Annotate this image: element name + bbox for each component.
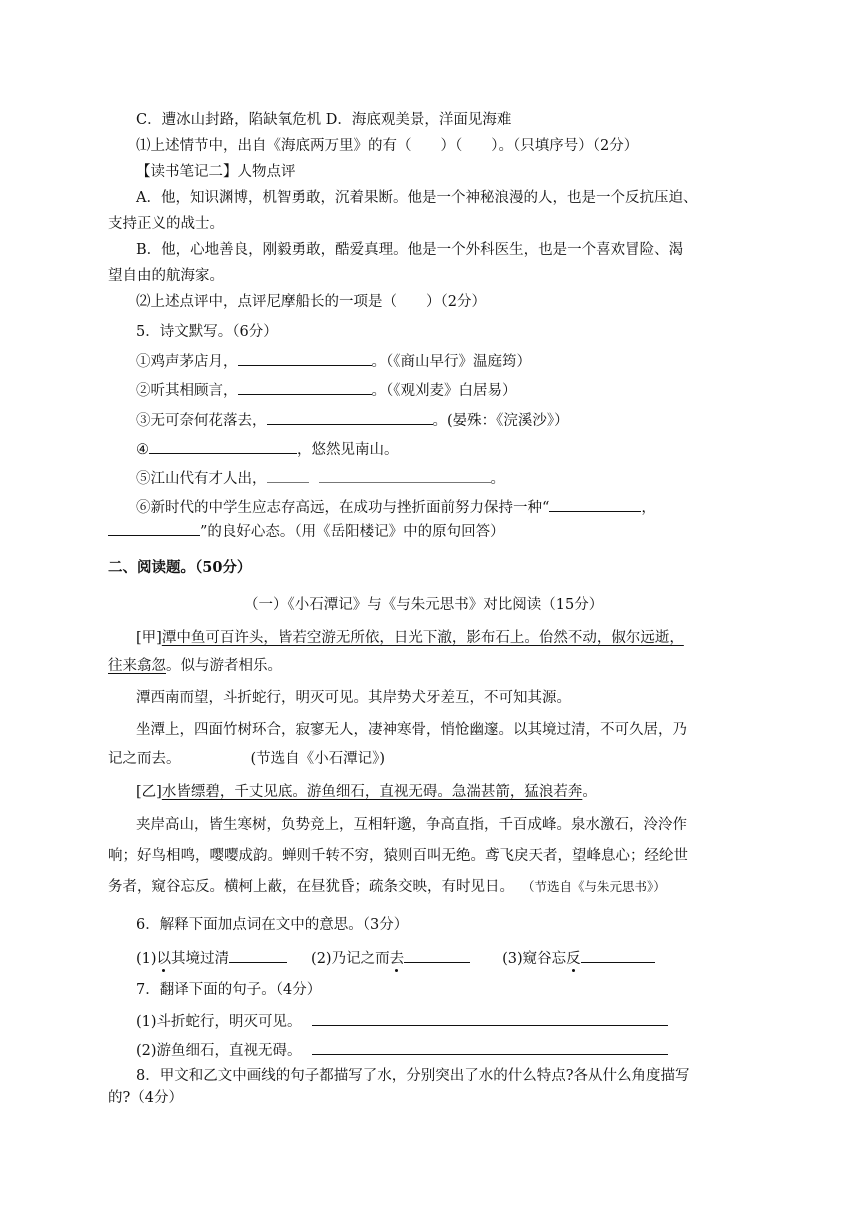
q6-item-3-dotted-word: 反	[566, 951, 581, 967]
passage-yi-para2-end: 务者，窥谷忘反。横柯上蔽，在昼犹昏；疏条交映，有时见日。	[108, 879, 514, 895]
passage-yi-label: [乙]	[136, 784, 162, 800]
passage-jia-para3-end: 记之而去。	[108, 751, 181, 767]
q7-sentence-1-text: (1)斗折蛇行，明灭可见。	[136, 1014, 302, 1030]
q5-item-5	[136, 468, 505, 489]
q5-item-1-prefix: ①鸡声茅店月，	[136, 354, 238, 370]
q4-option-b-line1: B．他，心地善良，刚毅勇敢，酷爱真理。他是一个外科医生，也是一个喜欢冒险、渴	[136, 242, 684, 258]
q6-title: 6．解释下面加点词在文中的意思。（3分）	[136, 917, 409, 933]
passage-yi-para2-line2: 响；好鸟相鸣，嘤嘤成韵。蝉则千转不穷，猿则百叫无绝。鸢飞戾天者，望峰息心；经纶世	[108, 848, 688, 864]
q4-sub2: ⑵上述点评中，点评尼摩船长的一项是（ ）（2分）	[136, 294, 486, 310]
passage-yi-para2-line1: 夹岸高山，皆生寒树，负势竞上，互相轩邈，争高直指，千百成峰。泉水激石，泠泠作	[136, 817, 687, 833]
passage-jia-source: (节选自《小石潭记》)	[250, 751, 386, 767]
q5-item-5-blank-b[interactable]	[319, 468, 491, 483]
q5-item-6-blank-a[interactable]	[549, 497, 641, 512]
q5-item-2-prefix: ②听其相顾言，	[136, 383, 238, 399]
q5-item-4-suffix: ，悠然见南山。	[297, 442, 399, 458]
q5-item-4-prefix: ④	[136, 442, 149, 458]
passage-jia-line2-rest: 。似与游者相乐。	[166, 658, 282, 674]
passage-yi-line1-end: 。	[582, 784, 597, 800]
q6-item-3-text: (3)窥谷忘	[502, 951, 567, 967]
q5-item-2-suffix: 。（《观刈麦》白居易）	[371, 383, 517, 399]
q6-item-2-text: (2)乃记之而	[311, 951, 390, 967]
q4-options-cd: C．遭冰山封路，陷缺氧危机 D．海底观美景，洋面见海难	[136, 112, 512, 128]
q7-sentence-2-text: (2)游鱼细石，直视无碍。	[136, 1043, 302, 1059]
q4-option-b-line2: 望自由的航海家。	[108, 268, 224, 284]
q6-item-1	[136, 951, 287, 967]
q6-item-2-blank[interactable]	[404, 948, 470, 963]
q8-line1: 8．甲文和乙文中画线的句子都描写了水，分别突出了水的什么特点?各从什么角度描写	[136, 1068, 690, 1084]
q5-item-4	[136, 439, 399, 460]
q5-item-6-blank-b[interactable]	[108, 521, 200, 536]
q5-item-6-line1	[136, 497, 656, 518]
q8-line2: 的?（4分）	[108, 1090, 183, 1106]
q7-title: 7．翻译下面的句子。（4分）	[136, 982, 322, 998]
q6-item-3-blank[interactable]	[581, 948, 655, 963]
passage-jia-label: [甲]	[136, 630, 162, 646]
passage-jia-underlined-1: 潭中鱼可百许头，皆若空游无所依，日光下澈，影布石上。佁然不动，俶尔远逝，	[161, 630, 684, 646]
q5-item-6-comma: ，	[641, 500, 656, 516]
q5-item-5-prefix: ⑤江山代有才人出，	[136, 471, 267, 487]
q4-option-a-line1: A．他，知识渊博，机智勇敢，沉着果断。他是一个神秘浪漫的人，也是一个反抗压迫、	[136, 190, 698, 206]
passage-jia-para2: 潭西南而望，斗折蛇行，明灭可见。其岸势犬牙差互，不可知其源。	[136, 690, 571, 706]
passage-yi-line1	[136, 782, 597, 802]
passage-jia-para3-line2	[108, 749, 385, 769]
q5-item-6-prefix: ⑥新时代的中学生应志存高远，在成功与挫折面前努力保持一种“	[136, 500, 550, 516]
q6-item-1-blank[interactable]	[229, 948, 287, 963]
q5-item-3-suffix: 。(晏殊：《浣溪沙》）	[432, 413, 569, 429]
q5-item-3	[136, 410, 569, 431]
reading-1-title: （一）《小石潭记》与《与朱元思书》对比阅读（15分）	[244, 597, 604, 613]
q5-item-6-suffix: ”的良好心态。（用《岳阳楼记》中的原句回答）	[200, 524, 505, 540]
q6-item-1-number: (1)	[136, 951, 157, 967]
passage-yi-para2-line3	[108, 877, 666, 897]
q6-items	[136, 948, 655, 969]
q7-sentence-2	[136, 1040, 668, 1061]
q5-title: 5．诗文默写。（6分）	[136, 324, 278, 340]
q5-item-1	[136, 351, 531, 372]
q6-item-1-dotted-word: 以	[156, 951, 172, 967]
q6-item-2	[311, 951, 470, 967]
passage-jia-para3-line1: 坐潭上，四面竹树环合，寂寥无人，凄神寒骨，悄怆幽邃。以其境过清，不可久居，乃	[136, 722, 687, 738]
passage-jia-line1	[136, 628, 684, 648]
q4-sub1: ⑴上述情节中，出自《海底两万里》的有（ ）（ ）。（只填序号）（2分）	[136, 138, 639, 154]
q7-sentence-2-blank[interactable]	[312, 1040, 668, 1055]
passage-jia-underlined-2: 往来翕忽	[108, 658, 166, 674]
q5-item-6-line2	[108, 521, 505, 542]
q5-item-4-blank[interactable]	[149, 439, 297, 454]
q5-item-5-suffix: 。	[490, 471, 505, 487]
q5-item-1-suffix: 。（《商山早行》温庭筠）	[371, 354, 531, 370]
passage-jia-line2	[108, 656, 282, 676]
q5-item-3-prefix: ③无可奈何花落去，	[136, 413, 267, 429]
reading-note-2-title: 【读书笔记二】人物点评	[136, 164, 296, 180]
q6-item-1-rest: 其境过清	[171, 951, 230, 967]
passage-yi-underlined: 水皆缥碧，千丈见底。游鱼细石，直视无碍。急湍甚箭，猛浪若奔	[161, 784, 583, 800]
q4-option-a-line2: 支持正义的战士。	[108, 216, 224, 232]
q5-item-2	[136, 380, 517, 401]
q7-sentence-1-blank[interactable]	[312, 1011, 668, 1026]
q7-sentence-1	[136, 1011, 668, 1032]
q6-item-2-dotted-word: 去	[389, 951, 405, 967]
section-2-title: 二、阅读题。（50分）	[108, 559, 252, 576]
q5-item-1-blank[interactable]	[238, 351, 372, 366]
q5-item-5-blank-a[interactable]	[267, 468, 309, 483]
q6-item-3	[502, 951, 655, 967]
passage-yi-source: （节选自《与朱元思书》）	[522, 879, 666, 894]
q5-item-3-blank[interactable]	[267, 410, 433, 425]
q5-item-2-blank[interactable]	[238, 380, 372, 395]
